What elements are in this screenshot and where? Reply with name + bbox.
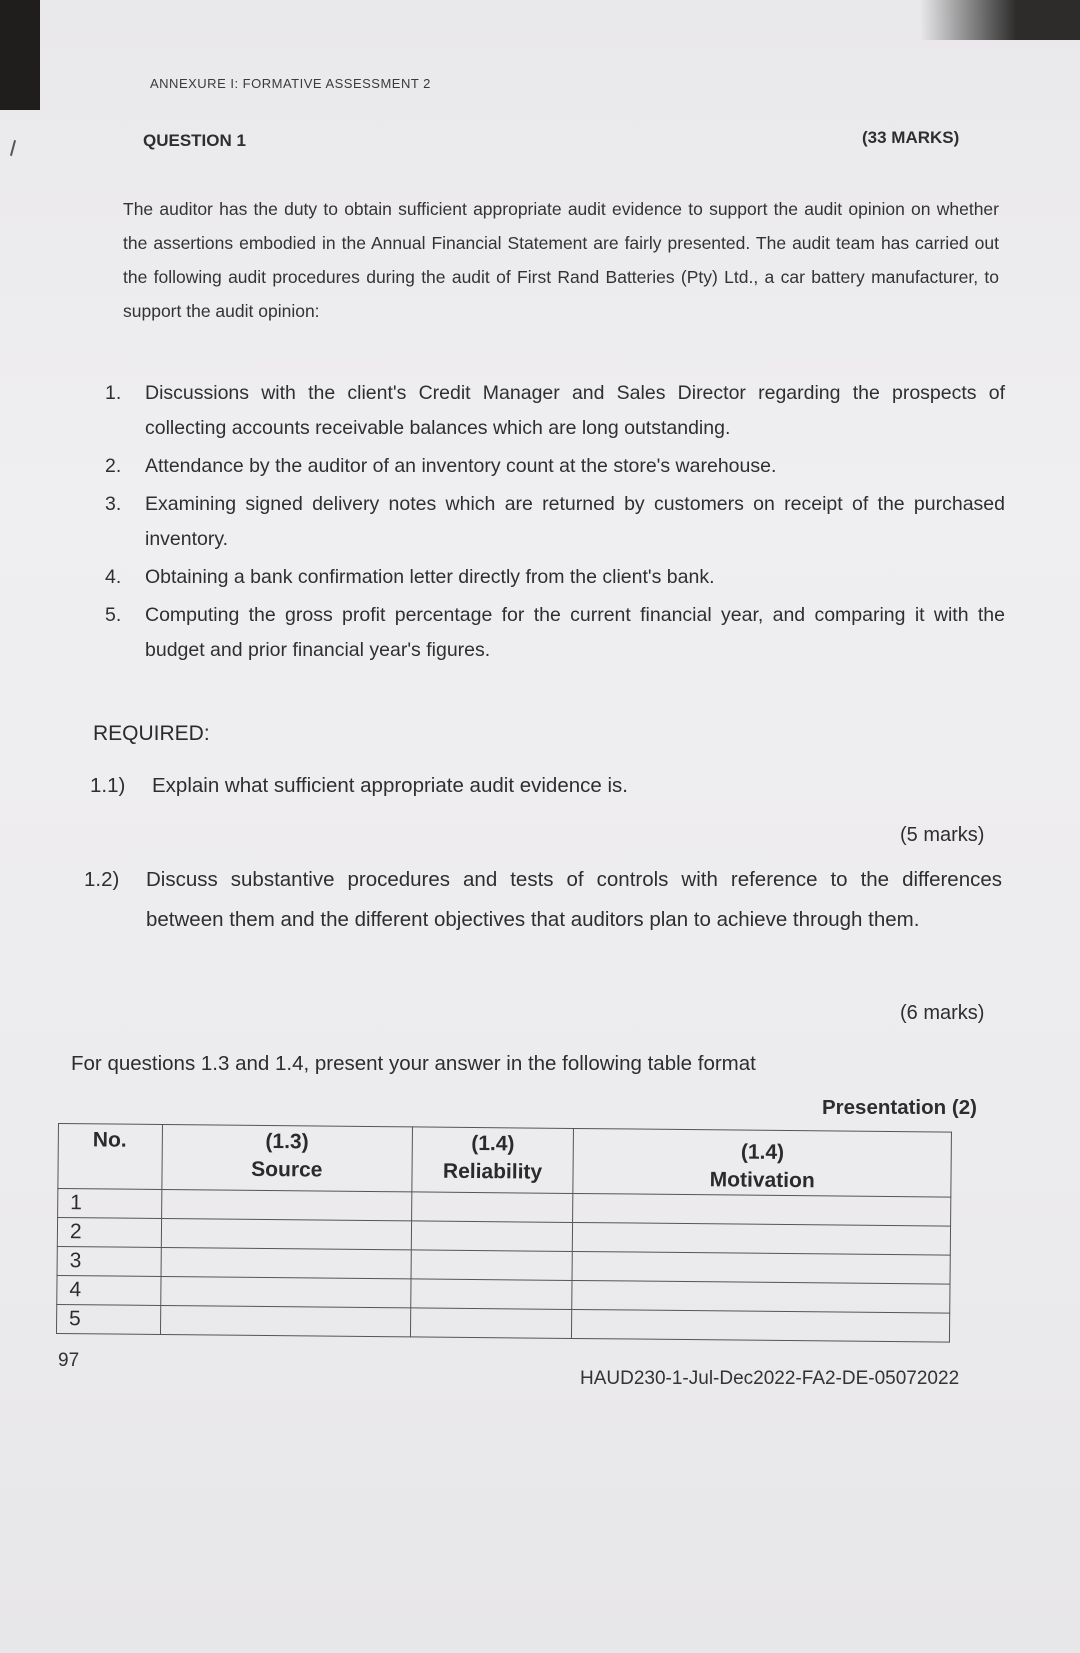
- list-item: [105, 487, 1005, 557]
- background-corner-right: [920, 0, 1080, 40]
- header-source-label: Source: [251, 1157, 323, 1182]
- cell-motivation[interactable]: [573, 1193, 951, 1226]
- header-reliability-label: Reliability: [442, 1159, 543, 1184]
- cell-source[interactable]: [160, 1305, 410, 1336]
- header-no: [58, 1124, 163, 1190]
- margin-mark: [10, 140, 16, 156]
- header-source: [162, 1125, 412, 1192]
- sub-question-text: Explain what sufficient appropriate audit evidence is.: [152, 774, 628, 797]
- cell-source[interactable]: [162, 1189, 412, 1220]
- row-number: 3: [57, 1246, 161, 1276]
- list-item-number: 3.: [105, 493, 122, 515]
- row-number: 2: [57, 1218, 161, 1248]
- sub-question-marks: (6 marks): [900, 1002, 985, 1024]
- row-number: 5: [56, 1304, 160, 1334]
- cell-source[interactable]: [161, 1218, 411, 1249]
- header-no-label: No.: [92, 1128, 127, 1152]
- list-item-number: 1.: [105, 382, 122, 404]
- list-item: [105, 598, 1005, 668]
- cell-source[interactable]: [161, 1247, 411, 1278]
- row-number: 1: [58, 1189, 162, 1219]
- procedures-list: [105, 376, 1005, 671]
- sub-question-number: 1.2): [84, 868, 120, 891]
- sub-question-marks: (5 marks): [900, 824, 985, 846]
- header-reliability-number: (1.4): [471, 1131, 515, 1156]
- cell-reliability[interactable]: [411, 1250, 573, 1281]
- list-item-text: Discussions with the client's Credit Manager and Sales Director regarding the prospects of collecting accounts receivable balances which are long outstanding.: [145, 382, 1005, 439]
- cell-reliability[interactable]: [411, 1221, 573, 1252]
- list-item-text: Obtaining a bank confirmation letter directly from the client's bank.: [145, 566, 715, 588]
- list-item-text: Computing the gross profit percentage for the current financial year, and comparing it with the budget and prior financial year's figures.: [145, 604, 1005, 661]
- list-item-number: 4.: [105, 566, 122, 588]
- list-item: [105, 376, 1005, 446]
- sub-question-text: Discuss substantive procedures and tests of controls with reference to the differences between them and the different objectives that auditors plan to achieve through them.: [146, 868, 1002, 931]
- required-heading: REQUIRED:: [93, 722, 210, 745]
- list-item-text: Attendance by the auditor of an inventory count at the store's warehouse.: [145, 455, 777, 477]
- question-title: QUESTION 1: [143, 131, 246, 150]
- row-number: 4: [57, 1275, 161, 1305]
- table-instruction: For questions 1.3 and 1.4, present your answer in the following table format: [71, 1052, 756, 1075]
- intro-paragraph: The auditor has the duty to obtain sufficient appropriate audit evidence to support the audit opinion on whether the assertions embodied in the Annual Financial Statement are fairly presented. The audit team has carried out the following audit procedures during the audit of First Rand Batteries (Pty) Ltd., a car battery manufacturer, to support the audit opinion:: [123, 199, 999, 321]
- cell-reliability[interactable]: [410, 1308, 572, 1339]
- header-motivation-number: (1.4): [740, 1140, 785, 1164]
- list-item-number: 2.: [105, 455, 122, 477]
- cell-reliability[interactable]: [411, 1192, 573, 1223]
- header-motivation: [573, 1128, 951, 1197]
- cell-reliability[interactable]: [410, 1279, 572, 1310]
- sub-question-1-2: [84, 860, 1002, 940]
- table-header-row: [58, 1124, 952, 1198]
- question-marks: (33 MARKS): [862, 128, 960, 147]
- list-item-text: Examining signed delivery notes which are returned by customers on receipt of the purchased inventory.: [145, 493, 1005, 550]
- sub-question-number: 1.1): [90, 774, 126, 797]
- cell-motivation[interactable]: [572, 1251, 950, 1284]
- sub-question-1-1: [90, 766, 1010, 806]
- presentation-marks: Presentation (2): [822, 1096, 977, 1119]
- background-corner: [0, 0, 40, 110]
- header-reliability: [411, 1127, 573, 1194]
- header-source-number: (1.3): [265, 1129, 309, 1154]
- list-item-number: 5.: [105, 604, 122, 626]
- page-number: 97: [58, 1350, 80, 1371]
- cell-motivation[interactable]: [572, 1280, 950, 1313]
- document-code: HAUD230-1-Jul-Dec2022-FA2-DE-05072022: [580, 1368, 960, 1389]
- answer-table: [56, 1123, 952, 1343]
- cell-motivation[interactable]: [573, 1222, 951, 1255]
- list-item: [105, 560, 1005, 595]
- list-item: [105, 449, 1005, 484]
- header-motivation-label: Motivation: [709, 1168, 815, 1193]
- cell-source[interactable]: [161, 1276, 411, 1307]
- annexure-header: ANNEXURE I: FORMATIVE ASSESSMENT 2: [150, 76, 431, 91]
- cell-motivation[interactable]: [572, 1309, 950, 1342]
